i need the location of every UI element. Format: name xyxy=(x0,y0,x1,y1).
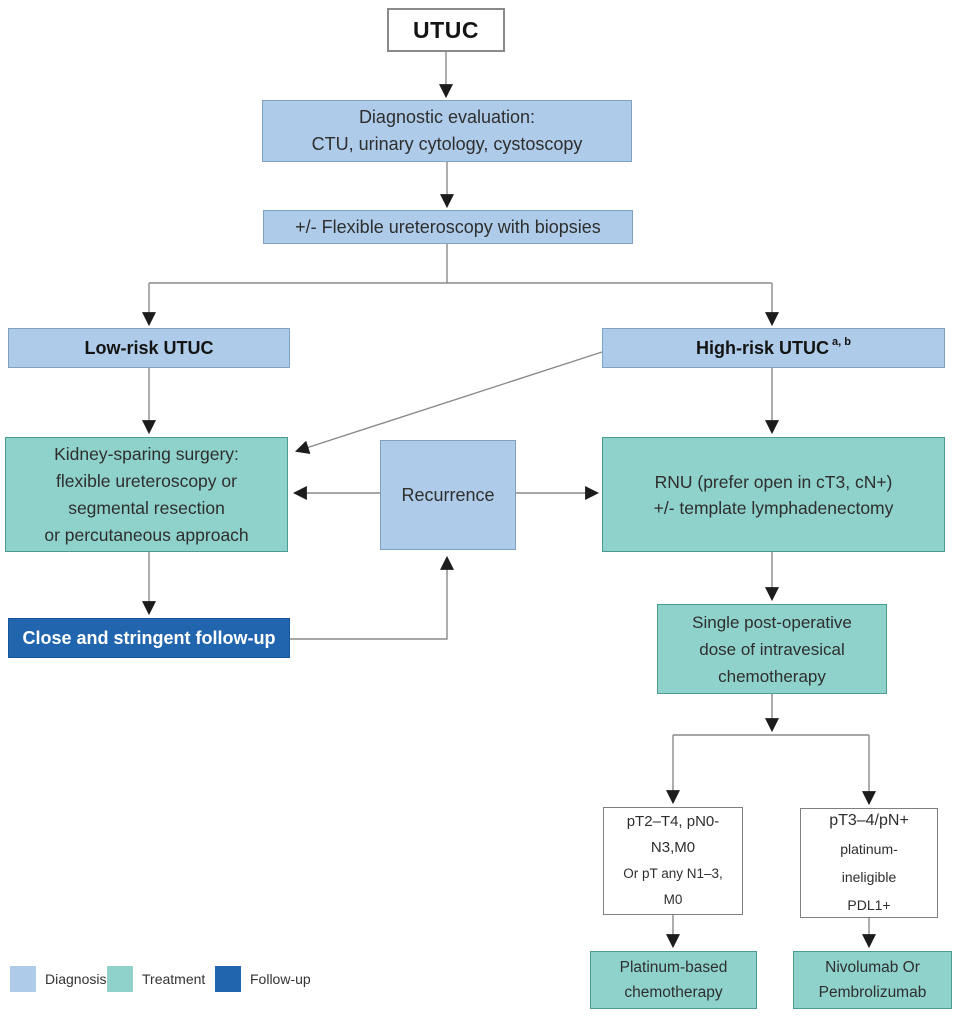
legend-item-treatment xyxy=(107,966,205,992)
node-utuc: UTUC xyxy=(387,8,505,52)
legend-item-diagnosis xyxy=(10,966,106,992)
node-line: Pembrolizumab xyxy=(818,984,927,1001)
node-close-stringent-follow-up: Close and stringent follow-up xyxy=(8,618,290,658)
node-line: Nivolumab Or xyxy=(825,959,920,976)
node-line: CTU, urinary cytology, cystoscopy xyxy=(311,134,583,154)
node-kidney-sparing-surgery xyxy=(5,437,288,552)
node-line: segmental resection xyxy=(68,497,225,518)
node-flexible-ureteroscopy: +/- Flexible ureteroscopy with biopsies xyxy=(263,210,633,244)
node-line: N3,M0 xyxy=(650,839,696,856)
node-line: chemotherapy xyxy=(624,984,723,1001)
node-nivolumab-pembrolizumab xyxy=(793,951,952,1009)
arrow-highrisk-to-kidney-sparing xyxy=(297,352,602,451)
node-intravesical-chemotherapy xyxy=(657,604,887,694)
node-line: dose of intravesical xyxy=(699,639,845,659)
node-low-risk-utuc: Low-risk UTUC xyxy=(8,328,290,368)
diagnosis-color-swatch xyxy=(10,966,36,992)
node-line: pT2–T4, pN0- xyxy=(626,813,720,830)
footnote-marker: a, b xyxy=(832,336,851,348)
legend-label: Treatment xyxy=(142,971,206,987)
follow-up-color-swatch xyxy=(215,966,241,992)
node-line: ineligible xyxy=(841,869,897,885)
arrow-followup-to-recurrence xyxy=(290,558,447,639)
node-line: RNU (prefer open in cT3, cN+) xyxy=(654,471,893,492)
node-line: Single post-operative xyxy=(692,612,852,632)
node-label: High-risk UTUC xyxy=(696,337,830,358)
treatment-color-swatch xyxy=(107,966,133,992)
node-line: PDL1+ xyxy=(847,897,891,913)
node-line: pT3–4/pN+ xyxy=(829,812,909,829)
node-line: flexible ureteroscopy or xyxy=(56,470,237,491)
node-pathology-pt2-t4 xyxy=(603,807,743,915)
node-line: or percutaneous approach xyxy=(44,524,249,545)
node-line: platinum- xyxy=(840,841,898,857)
legend-label: Follow-up xyxy=(250,971,311,987)
node-high-risk-utuc xyxy=(602,328,945,368)
node-recurrence: Recurrence xyxy=(380,440,516,550)
node-line: Platinum-based xyxy=(619,959,728,976)
node-line: M0 xyxy=(663,892,683,907)
node-pathology-pt3-4-pn xyxy=(800,808,938,918)
node-line: Kidney-sparing surgery: xyxy=(54,443,239,464)
legend xyxy=(0,966,340,1002)
node-line: Or pT any N1–3, xyxy=(623,866,723,881)
node-diagnostic-evaluation xyxy=(262,100,632,162)
legend-label: Diagnosis xyxy=(45,971,107,987)
node-line: chemotherapy xyxy=(718,666,826,686)
node-rnu xyxy=(602,437,945,552)
node-platinum-chemotherapy xyxy=(590,951,757,1009)
node-line: Diagnostic evaluation: xyxy=(358,107,536,127)
legend-item-follow-up xyxy=(215,966,311,992)
node-line: +/- template lymphadenectomy xyxy=(653,497,894,518)
